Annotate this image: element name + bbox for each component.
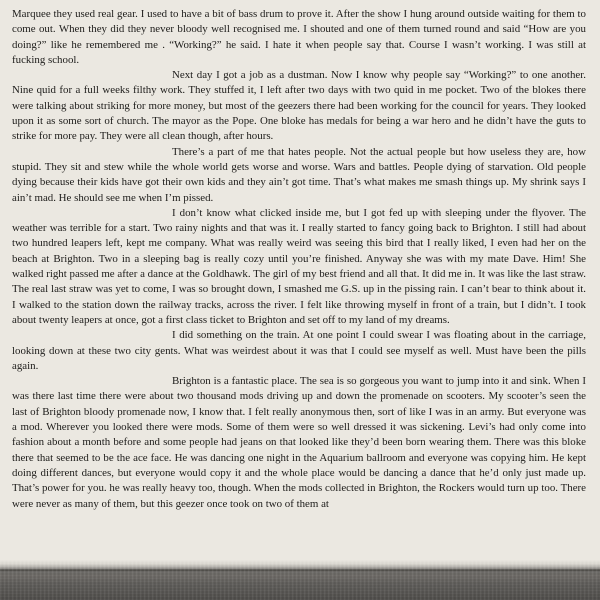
photo-haze bbox=[0, 560, 600, 570]
seascape-photo-strip bbox=[0, 560, 600, 600]
body-text bbox=[12, 7, 586, 512]
paragraph-2: Next day I got a job as a dustman. Now I know why people say “Working?” to one another. Nine quid for a full weeks filthy work. They stuffed it, I left after two days with two quid in me pocket. Two of the blokes there were talking about striking for more money, but most of the geezers there had been working for the council for years. They looked upon it as some sort of church. The mayor as the Pope. One bloke has medals for being a war hero and he didn’t have the guts to strike for more pay. They were all clean though, after hours. bbox=[12, 69, 586, 143]
paragraph-5: I did something on the train. At one point I could swear I was floating about in the carriage, looking down at these two city gents. What was weirdest about it was that I could see myself as well. Must have been the pills again. bbox=[12, 329, 586, 372]
paragraph-3: There’s a part of me that hates people. Not the actual people but how useless they are, how stupid. They sit and stew while the whole world gets worse and worse. Wars and battles. People dying of starvation. Old people dying because their kids have got their own kids and they ain’t got time. That’s what makes me smash things up. My shrink says I ain’t mad. He should see me when I’m pissed. bbox=[12, 145, 586, 204]
paragraph-4: I don’t know what clicked inside me, but I got fed up with sleeping under the flyover. The weather was terrible for a start. Two rainy nights and that was it. I really started to fancy going back to Brighton. I still had about two hundred leapers left, kept me company. What was really weird was seeing this bird that I really liked, I even had her on the beach at Brighton. Two in a sleeping bag is really cozy until you’re finished. Anyway she was with my mate Dave. Him! She walked right passed me after a dance at the Goldhawk. The girl of my best friend and all that. It did me in. It was like the last straw. The real last straw was yet to come, I was so brought down, I smashed me G.S. up in the pissing rain. I can’t bear to think about it. I walked to the station down the railway tracks, across the river. I felt like throwing myself in front of a train, but I didn’t. I took about twenty leapers at once, got a first class ticket to Brighton and set off to my land of my dreams. bbox=[12, 206, 586, 326]
paragraph-6: Brighton is a fantastic place. The sea is so gorgeous you want to jump into it and sink. When I was there last time there were about two thousand mods driving up and down the promenade on scooters. My scooter’s seen the last of Brighton bloody promenade now, I know that. I felt really anonymous then, sort of like I was in an army. But everyone was a mod. Wherever you looked there were mods. Some of them were so well dressed it was sickening. Levi’s had only come into fashion about a month before and some people had jeans on that looked like they’d been born wearing them. There was this bloke there that seemed to be the ace face. He was dancing one night in the Aquarium ballroom and everyone was copying him. He kept doing different dances, but everyone would copy it and the whole place would be dancing a dance that he’d only just made up. That’s power for you. he was really heavy too, though. When the mods collected in Brighton, the Rockers would turn up too. There were never as many of them, but this geezer once took on two of them at bbox=[12, 375, 586, 510]
paragraph-1: Marquee they used real gear. I used to have a bit of bass drum to prove it. After the show I hung around outside waiting for them to come out. When they did they never bloody well recognised me. I shouted and one of them turned round and said “How are you doing?” like he remembered me . “Working?” he said. I hate it when people say that. Course I wasn’t working. I was still at fucking school. bbox=[12, 8, 586, 66]
